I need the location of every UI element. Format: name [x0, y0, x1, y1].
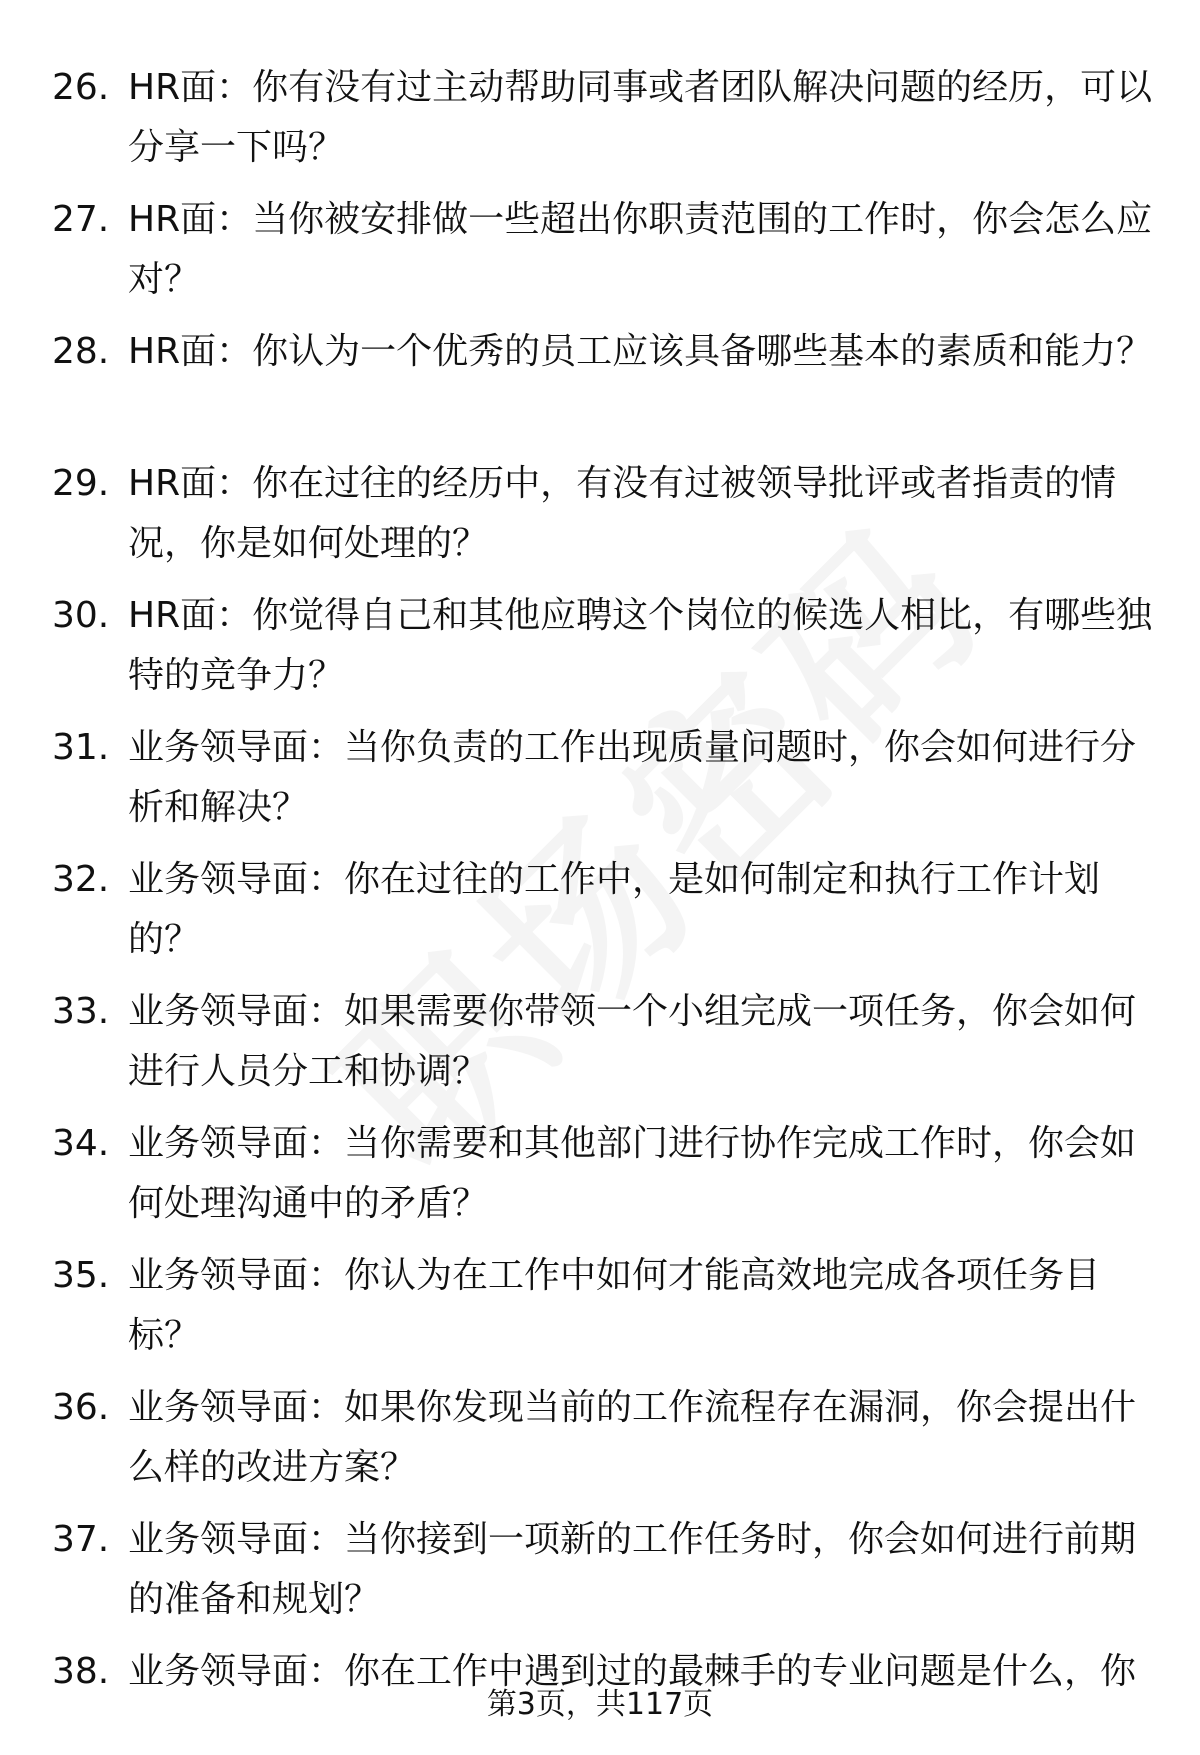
question-text: HR面：你认为一个优秀的员工应该具备哪些基本的素质和能力？	[128, 331, 1153, 372]
question-list	[0, 58, 1200, 1755]
question-text: HR面：你有没有过主动帮助同事或者团队解决问题的经历，可以分享一下吗？	[128, 67, 1153, 168]
question-text: 业务领导面：当你负责的工作出现质量问题时，你会如何进行分析和解决？	[128, 727, 1137, 828]
question-text: 业务领导面：如果需要你带领一个小组完成一项任务，你会如何进行人员分工和协调？	[128, 991, 1137, 1092]
question-item	[0, 190, 1200, 322]
question-text: HR面：你觉得自己和其他应聘这个岗位的候选人相比，有哪些独特的竞争力？	[128, 595, 1153, 696]
question-item	[0, 1246, 1200, 1378]
question-number: 32.	[52, 859, 110, 900]
question-item	[0, 58, 1200, 190]
question-item	[0, 982, 1200, 1114]
question-text: 业务领导面：你在工作中遇到过的最棘手的专业问题是什么，你	[128, 1651, 1137, 1692]
question-text: 业务领导面：当你需要和其他部门进行协作完成工作时，你会如何处理沟通中的矛盾？	[128, 1123, 1137, 1224]
question-item	[0, 718, 1200, 850]
question-item	[0, 1378, 1200, 1510]
question-number: 30.	[52, 595, 110, 636]
question-text: HR面：当你被安排做一些超出你职责范围的工作时，你会怎么应对？	[128, 199, 1153, 300]
question-text: 业务领导面：当你接到一项新的工作任务时，你会如何进行前期的准备和规划？	[128, 1519, 1137, 1620]
question-item	[0, 1510, 1200, 1642]
question-number: 37.	[52, 1519, 110, 1560]
page-number-footer: 第3页，共117页	[486, 1687, 714, 1722]
question-text: 业务领导面：如果你发现当前的工作流程存在漏洞，你会提出什么样的改进方案？	[128, 1387, 1137, 1488]
question-number: 36.	[52, 1387, 110, 1428]
question-text: HR面：你在过往的经历中，有没有过被领导批评或者指责的情况，你是如何处理的？	[128, 463, 1117, 564]
question-number: 26.	[52, 67, 110, 108]
question-number: 31.	[52, 727, 110, 768]
question-item	[0, 586, 1200, 718]
question-text: 业务领导面：你认为在工作中如何才能高效地完成各项任务目标？	[128, 1255, 1101, 1356]
question-item	[0, 322, 1200, 454]
question-number: 33.	[52, 991, 110, 1032]
question-number: 27.	[52, 199, 110, 240]
question-text: 业务领导面：你在过往的工作中，是如何制定和执行工作计划的？	[128, 859, 1101, 960]
question-item	[0, 850, 1200, 982]
question-number: 28.	[52, 331, 110, 372]
question-number: 38.	[52, 1651, 110, 1692]
question-number: 29.	[52, 463, 110, 504]
question-number: 34.	[52, 1123, 110, 1164]
question-number: 35.	[52, 1255, 110, 1296]
question-item	[0, 1114, 1200, 1246]
question-item	[0, 454, 1200, 586]
